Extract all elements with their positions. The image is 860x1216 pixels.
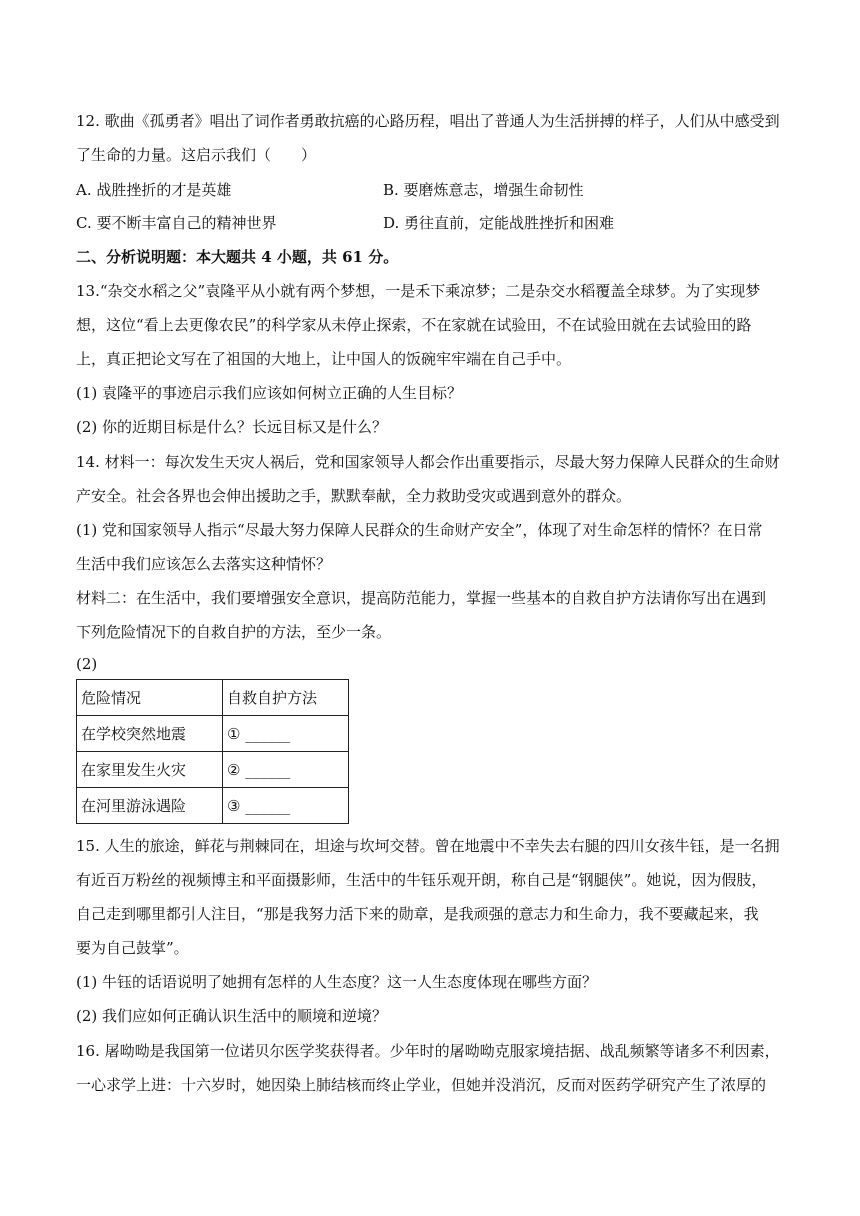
table-row: [77, 788, 349, 824]
q12-stem-line-1: 12. 歌曲《孤勇者》唱出了词作者勇敢抗癌的心路历程，唱出了普通人为生活拼搏的样子，人们从中感受到: [76, 112, 780, 130]
q13-line-3: 上，真正把论文写在了祖国的大地上，让中国人的饭碗牢牢端在自己手中。: [76, 350, 572, 368]
q15-line-2: 有近百万粉丝的视频博主和平面摄影师，生活中的牛钰乐观开朗，称自己是“钢腿侠”。她说，因为假肢，: [76, 871, 767, 889]
table-header-row: [77, 680, 349, 716]
q12-stem-line-2: 了生命的力量。这启示我们（ ）: [76, 146, 317, 164]
q13-line-2: 想，这位“看上去更像农民”的科学家从未停止探索，不在家就在试验田，不在试验田就在去试验田的路: [76, 316, 752, 334]
q16-line-1: 16. 屠呦呦是我国第一位诺贝尔医学奖获得者。少年时的屠呦呦克服家境拮据、战乱频繁等诸多不利因素，: [76, 1042, 780, 1060]
table-cell-situation: 在河里游泳遇险: [77, 788, 223, 824]
table-cell-situation: 在家里发生火灾: [77, 752, 223, 788]
table-header-cell: 自救自护方法: [223, 680, 349, 716]
table-header-cell: 危险情况: [77, 680, 223, 716]
q14-material-2-line-1: 材料二：在生活中，我们要增强安全意识，提高防范能力，掌握一些基本的自救自护方法请你写出在遇到: [76, 589, 767, 607]
q15-line-3: 自己走到哪里都引人注目，“那是我努力活下来的勋章，是我顽强的意志力和生命力，我不要藏起来，我: [76, 905, 759, 923]
q14-material-2-line-2: 下列危险情况下的自救自护的方法，至少一条。: [76, 623, 392, 641]
q15-sub-2: (2) 我们应如何正确认识生活中的顺境和逆境？: [76, 1007, 388, 1025]
q13-sub-1: (1) 袁隆平的事迹启示我们应该如何树立正确的人生目标？: [76, 384, 463, 402]
q15-line-1: 15. 人生的旅途，鲜花与荆棘同在，坦途与坎坷交替。曾在地震中不幸失去右腿的四川女孩牛钰，是一名拥: [76, 837, 780, 855]
q14-sub-1-line-1: (1) 党和国家领导人指示“尽最大努力保障人民群众的生命财产安全”，体现了对生命怎样的情怀？在日常: [76, 521, 763, 539]
q12-option-b[interactable]: B. 要磨炼意志，增强生命韧性: [383, 181, 584, 199]
table-row: [77, 752, 349, 788]
q15-sub-1: (1) 牛钰的话语说明了她拥有怎样的人生态度？这一人生态度体现在哪些方面？: [76, 973, 598, 991]
q12-option-a[interactable]: A. 战胜挫折的才是英雄: [76, 181, 232, 199]
q13-sub-2: (2) 你的近期目标是什么？长远目标又是什么？: [76, 418, 388, 436]
answer-blank-1[interactable]: ① ______: [223, 716, 349, 752]
q14-material-1-line-2: 产安全。社会各界也会伸出援助之手，默默奉献，全力救助受灾或遇到意外的群众。: [76, 487, 632, 505]
safety-methods-table: [76, 679, 349, 824]
q14-sub-2-label: (2): [76, 655, 98, 673]
q13-line-1: 13.“杂交水稻之父”袁隆平从小就有两个梦想，一是禾下乘凉梦；二是杂交水稻覆盖全球梦。为了实现梦: [76, 282, 761, 300]
table-row: [77, 716, 349, 752]
q14-material-1-line-1: 14. 材料一：每次发生天灾人祸后，党和国家领导人都会作出重要指示，尽最大努力保障人民群众的生命财: [76, 453, 780, 471]
q12-option-c[interactable]: C. 要不断丰富自己的精神世界: [76, 214, 277, 232]
section-2-heading: 二、分析说明题：本大题共 4 小题，共 61 分。: [76, 248, 399, 266]
answer-blank-2[interactable]: ② ______: [223, 752, 349, 788]
answer-blank-3[interactable]: ③ ______: [223, 788, 349, 824]
q12-option-d[interactable]: D. 勇往直前，定能战胜挫折和困难: [383, 214, 615, 232]
table-cell-situation: 在学校突然地震: [77, 716, 223, 752]
q15-line-4: 要为自己鼓掌”。: [76, 939, 189, 957]
q14-sub-1-line-2: 生活中我们应该怎么去落实这种情怀？: [76, 555, 332, 573]
q16-line-2: 一心求学上进：十六岁时，她因染上肺结核而终止学业，但她并没消沉，反而对医药学研究产生了浓厚的: [76, 1076, 767, 1094]
